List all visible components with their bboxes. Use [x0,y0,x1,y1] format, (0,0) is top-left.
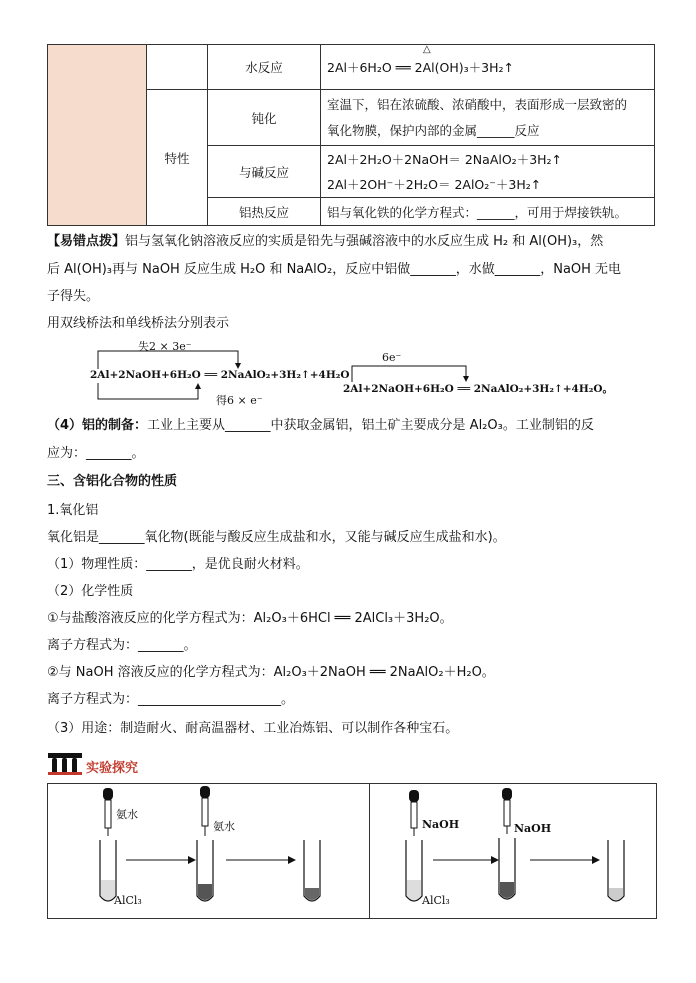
prep-label: （4）铝的制备： [47,418,148,433]
section3-l3: （2）化学性质 [47,584,134,599]
bridge-intro: 用双线桥法和单线桥法分别表示 [47,316,230,331]
tip-line2: 后 Al(OH)₃再与 NaOH 反应生成 H₂O 和 NaAlO₂，反应中铝做_______，水做_______，NaOH 无电 [47,262,622,277]
passivation-line1: 室温下，铝在浓硫酸、浓硝酸中，表面形成一层致密的 [327,96,628,112]
section3-l5: 离子方程式为：_______。 [47,638,197,653]
section3-title: 三、含铝化合物的性质 [47,474,178,489]
tip-label: 【易错点拨】 [47,234,126,249]
double-bottom-label: 得6 × e⁻ [216,394,263,407]
prep-text1: 工业上主要从_______中获取金属铝，铝土矿主要成分是 Al₂O₃。工业制铝的反 [147,418,594,433]
double-top-label: 失2 × 3e⁻ [138,340,192,353]
test-tubes-icon [47,752,83,776]
row-label-water: 水反应 [208,45,321,90]
row-label-alkali: 与碱反应 [208,146,321,198]
section3-l6: ②与 NaOH 溶液反应的化学方程式为：Al₂O₃＋2NaOH ══ 2NaAlO₂＋H₂O。 [47,665,495,680]
row-content-water [321,45,655,90]
prep-line1 [47,416,657,436]
single-equation: 2Al+2NaOH+6H₂O ══ 2NaAlO₂+3H₂↑+4H₂O。 [343,383,614,395]
row-content-alkali [321,146,655,198]
single-top-label: 6e⁻ [382,351,402,364]
left-reagent-label-1: 氨水 [116,808,138,821]
heat-condition: △ [423,44,431,55]
shaded-cell [48,45,147,226]
section3-l7: 离子方程式为：______________________。 [47,692,295,707]
row-content-passivation [321,90,655,146]
double-equation: 2Al+2NaOH+6H₂O ══ 2NaAlO₂+3H₂↑+4H₂O [90,369,350,381]
alkali-eq2: 2Al＋2OH⁻＋2H₂O＝ 2AlO₂⁻＋3H₂↑ [327,176,542,192]
right-dropper-2 [502,788,512,834]
right-dropper-1 [409,790,419,836]
section3-sub1: 1.氧化铝 [47,503,99,518]
right-reagent-label-1: NaOH [422,818,460,831]
blank-cell [147,45,208,90]
row-label-passivation: 钝化 [208,90,321,146]
left-reagent-label-2: 氨水 [213,820,235,833]
section3-l8: （3）用途：制造耐火、耐高温器材、工业冶炼铝、可以制作各种宝石。 [47,721,459,736]
tip-text1: 铝与氢氧化钠溶液反应的实质是铅先与强碱溶液中的水反应生成 H₂ 和 Al(OH)₃，然 [125,234,604,249]
prep-line2: 应为：_______。 [47,446,145,461]
properties-table [47,44,655,226]
left-solution-label: AlCl₃ [114,894,142,907]
row-content-thermite: 铝与氧化铁的化学方程式：______，可用于焊接铁轨。 [321,198,655,226]
section3-l1: 氧化铝是_______氧化物(既能与酸反应生成盐和水，又能与碱反应生成盐和水)。 [47,530,506,545]
right-reagent-label-2: NaOH [514,822,552,835]
section3-l2: （1）物理性质：_______，是优良耐火材料。 [47,557,309,572]
experiment-title: 实验探究 [86,761,139,776]
right-solution-label: AlCl₃ [422,894,450,907]
tip-line1 [47,232,657,252]
tip-line3: 子得失。 [47,289,100,304]
water-equation: 2Al＋6H₂O ══ 2Al(OH)₃＋3H₂↑ [327,60,514,75]
section3-l4: ①与盐酸溶液反应的化学方程式为：Al₂O₃＋6HCl ══ 2AlCl₃＋3H₂O。 [47,611,453,626]
left-dropper-2 [200,786,210,836]
alkali-eq1: 2Al＋2H₂O＋2NaOH＝ 2NaAlO₂＋3H₂↑ [327,151,563,167]
left-dropper-1 [103,788,113,836]
row-label-thermite: 铝热反应 [208,198,321,226]
experiment-box [47,783,657,919]
passivation-line2: 氧化物膜，保护内部的金属______反应 [327,122,540,138]
group-label: 特性 [147,90,208,226]
